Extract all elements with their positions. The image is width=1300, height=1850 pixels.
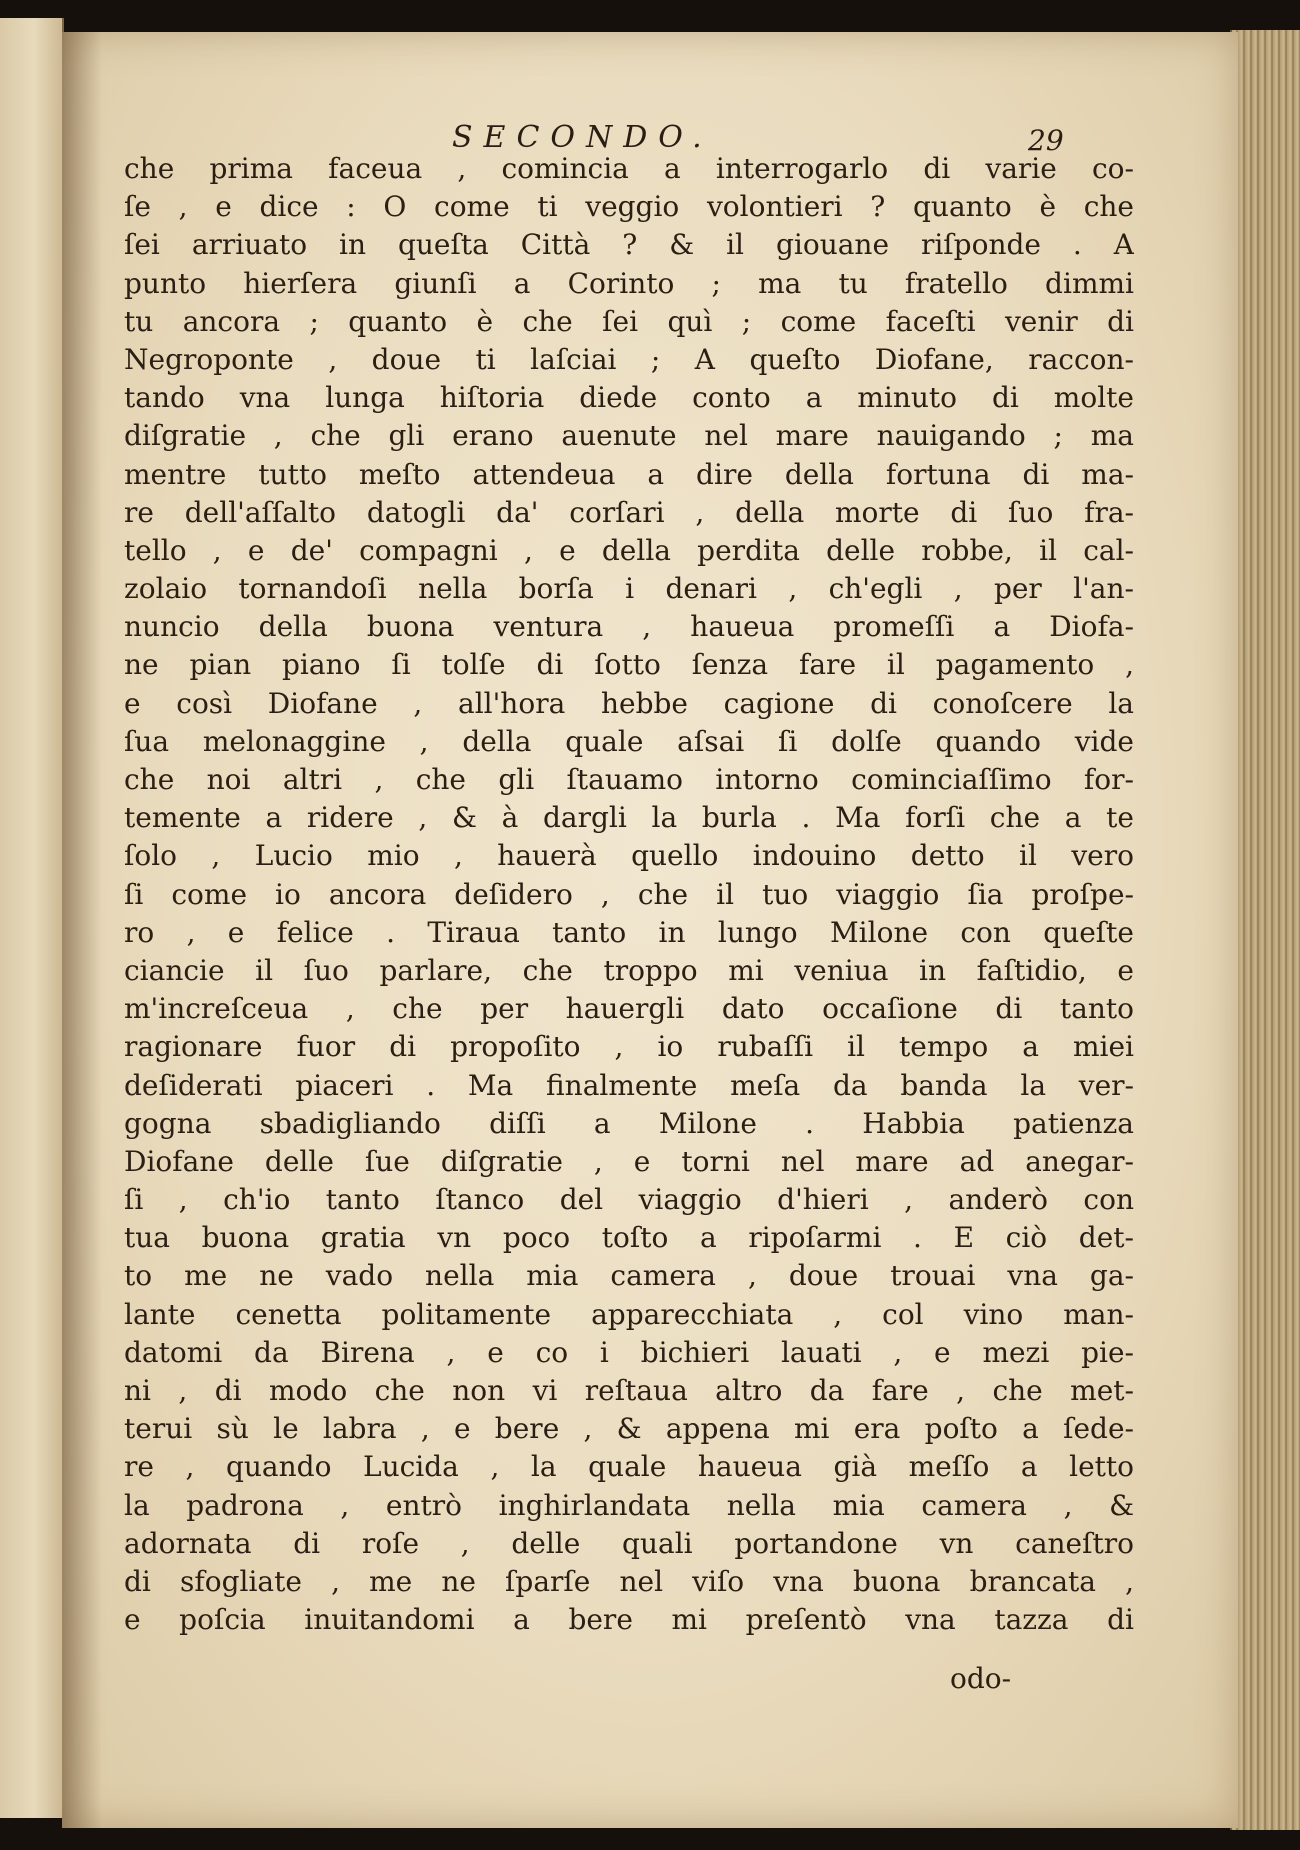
text-line: ne pian piano ſi tolſe di ſotto ſenza fare il pagamento , — [124, 648, 1134, 682]
text-line: ragionare fuor di propoſito , io rubaſſi il tempo a miei — [124, 1030, 1134, 1064]
text-line: mentre tutto meſto attendeua a dire della fortuna di ma- — [124, 457, 1134, 491]
text-line: di sfogliate , me ne ſparſe nel viſo vna buona brancata , — [124, 1564, 1134, 1598]
text-line: ſei arriuato in queſta Città ? & il giouane riſponde . A — [124, 228, 1134, 262]
text-line: la padrona , entrò inghirlandata nella mia camera , & — [124, 1488, 1134, 1522]
text-line: re dell'aſſalto datogli da' corſari , della morte di ſuo fra- — [124, 495, 1134, 529]
gutter-shadow — [62, 32, 102, 1828]
text-line: deſiderati piaceri . Ma finalmente meſa da banda la ver- — [124, 1068, 1134, 1102]
text-line: ciancie il ſuo parlare, che troppo mi veniua in faſtidio, e — [124, 953, 1134, 987]
text-line: gogna sbadigliando diſſi a Milone . Habbia patienza — [124, 1106, 1134, 1140]
text-line: tua buona gratia vn poco toſto a ripoſarmi . E ciò det- — [124, 1221, 1134, 1255]
text-line: ſi , ch'io tanto ſtanco del viaggio d'hieri , anderò con — [124, 1183, 1134, 1217]
page-number: 29 — [1028, 124, 1064, 157]
text-line: temente a ridere , & à dargli la burla . Ma forſi che a te — [124, 801, 1134, 835]
text-line: tu ancora ; quanto è che ſei quì ; come faceſti venir di — [124, 304, 1134, 338]
text-line: punto hierſera giunſi a Corinto ; ma tu fratello dimmi — [124, 266, 1134, 300]
text-line: ro , e felice . Tiraua tanto in lungo Milone con queſte — [124, 915, 1134, 949]
text-line: Diofane delle ſue diſgratie , e torni nel mare ad anegar- — [124, 1144, 1134, 1178]
text-line: datomi da Birena , e co i bichieri lauati , e mezi pie- — [124, 1335, 1134, 1369]
catchword: odo- — [950, 1662, 1012, 1695]
text-line: ſi come io ancora deſidero , che il tuo viaggio ſia proſpe- — [124, 877, 1134, 911]
text-line: diſgratie , che gli erano auenute nel mare nauigando ; ma — [124, 419, 1134, 453]
text-block — [124, 150, 1134, 1639]
text-line: ni , di modo che non vi reſtaua altro da fare , che met- — [124, 1374, 1134, 1407]
text-line: lante cenetta politamente apparecchiata , col vino man- — [124, 1297, 1134, 1331]
text-line: che prima faceua , comincia a interrogarlo di varie co- — [124, 152, 1134, 185]
text-line: nuncio della buona ventura , haueua promeſſi a Diofa- — [124, 610, 1134, 644]
text-line: tando vna lunga hiſtoria diede conto a minuto di molte — [124, 381, 1134, 415]
text-line: ſe , e dice : O come ti veggio volontieri ? quanto è che — [124, 190, 1134, 224]
text-line: zolaio tornandoſi nella borſa i denari , ch'egli , per l'an- — [124, 572, 1134, 606]
text-line: adornata di roſe , delle quali portandone vn caneſtro — [124, 1526, 1134, 1560]
text-line: che noi altri , che gli ſtauamo intorno cominciaſſimo for- — [124, 763, 1134, 796]
text-line: e così Diofane , all'hora hebbe cagione di conoſcere la — [124, 686, 1134, 720]
page-edges-stack — [1230, 30, 1300, 1830]
running-head — [62, 84, 1238, 157]
text-line: ſua melonaggine , della quale aſsai ſi dolſe quando vide — [124, 724, 1134, 758]
text-line: ſolo , Lucio mio , hauerà quello indouino detto il vero — [124, 839, 1134, 873]
text-line: terui sù le labra , e bere , & appena mi era poſto a ſede- — [124, 1412, 1134, 1446]
text-line: m'increſceua , che per hauergli dato occaſione di tanto — [124, 992, 1134, 1026]
text-line: Negroponte , doue ti laſciai ; A queſto Diofane, raccon- — [124, 342, 1134, 376]
running-title: SECONDO. — [452, 120, 713, 155]
text-line: e poſcia inuitandomi a bere mi preſentò vna tazza di — [124, 1603, 1134, 1637]
text-line: to me ne vado nella mia camera , doue trouai vna ga- — [124, 1259, 1134, 1293]
book-page — [62, 32, 1238, 1828]
text-line: re , quando Lucida , la quale haueua già meſſo a letto — [124, 1450, 1134, 1484]
text-line: tello , e de' compagni , e della perdita delle robbe, il cal- — [124, 533, 1134, 567]
facing-page-edge — [0, 18, 64, 1818]
